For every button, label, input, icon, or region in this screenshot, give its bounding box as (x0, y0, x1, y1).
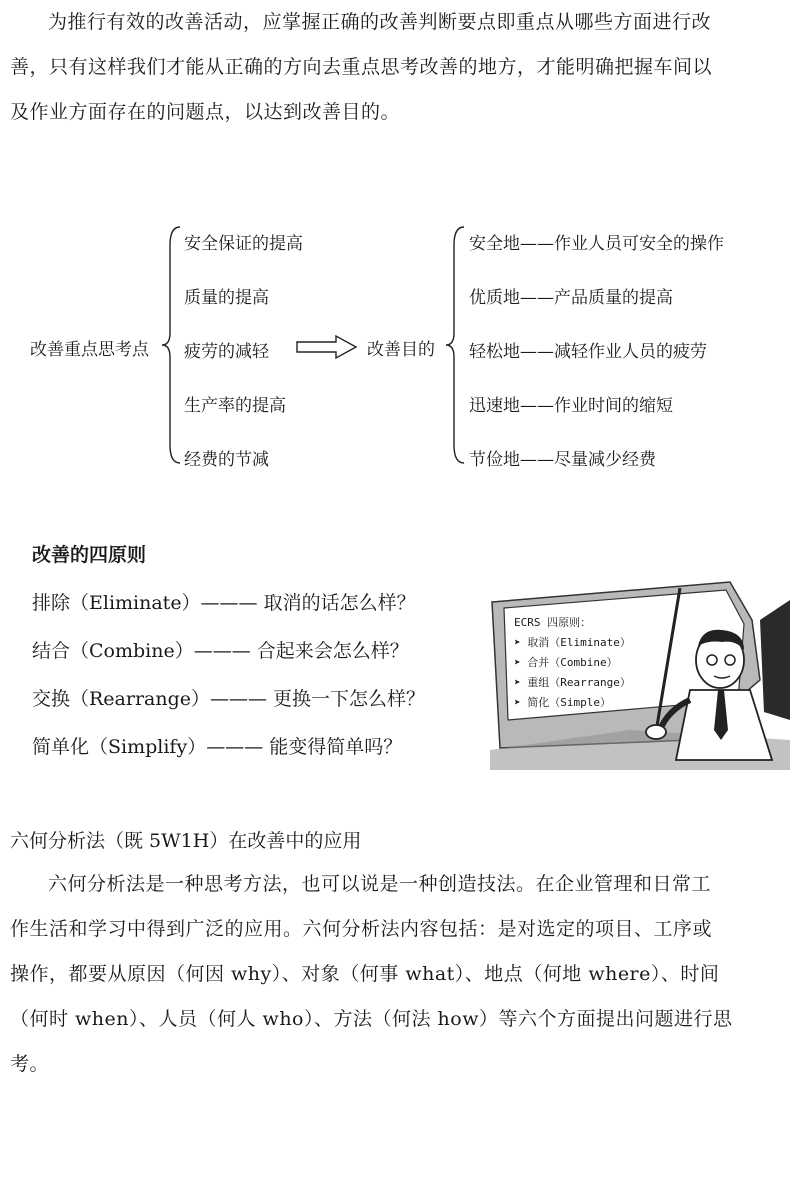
ecrs-item-label: 重组（Rearrange） (527, 676, 631, 689)
six-line: 考。 (10, 1053, 50, 1075)
chevron-right-icon: ➤ (514, 696, 528, 709)
focus-point: 质量的提高 (184, 288, 269, 308)
ecrs-title: ECRS 四原则： (514, 616, 592, 629)
principles-heading: 改善的四原则 (32, 544, 147, 566)
ecrs-item-label: 取消（Eliminate） (527, 636, 631, 649)
right-brace (444, 225, 466, 465)
left-brace (160, 225, 182, 465)
six-line: 作生活和学习中得到广泛的应用。六何分析法内容包括：是对选定的项目、工序或 (10, 918, 713, 940)
intro-line: 善，只有这样我们才能从正确的方向去重点思考改善的地方，才能明确把握车间以 (10, 56, 713, 78)
focus-point: 疲劳的减轻 (184, 342, 269, 362)
ecrs-item (514, 694, 611, 710)
ecrs-item (514, 634, 631, 650)
ecrs-item (514, 654, 618, 670)
intro-paragraph (10, 0, 790, 135)
goal-item: 轻松地——减轻作业人员的疲劳 (469, 342, 707, 362)
ecrs-item (514, 674, 631, 690)
principle-item: 简单化（Simplify）——— 能变得简单吗？ (32, 736, 403, 758)
ecrs-illustration (490, 580, 790, 770)
focus-point: 生产率的提高 (184, 396, 286, 416)
ecrs-item-label: 合并（Combine） (527, 656, 618, 669)
chevron-right-icon: ➤ (514, 636, 528, 649)
improvement-diagram (0, 215, 800, 485)
intro-line: 为推行有效的改善活动，应掌握正确的改善判断要点即重点从哪些方面进行改 (48, 11, 712, 33)
six-questions-title: 六何分析法（既 5W1H）在改善中的应用 (10, 830, 362, 852)
six-line: （何时 when）、人员（何人 who）、方法（何法 how）等六个方面提出问题进行思 (10, 1008, 733, 1030)
six-questions-paragraph (10, 862, 790, 1087)
principle-item: 排除（Eliminate）——— 取消的话怎么样？ (32, 592, 416, 614)
goal-item: 安全地——作业人员可安全的操作 (469, 234, 724, 254)
goal-item: 优质地——产品质量的提高 (469, 288, 673, 308)
six-line: 操作，都要从原因（何因 why）、对象（何事 what）、地点（何地 where）、时间 (10, 963, 720, 985)
intro-line: 及作业方面存在的问题点，以达到改善目的。 (10, 101, 401, 123)
principle-item: 结合（Combine）——— 合起来会怎么样？ (32, 640, 409, 662)
goal-item: 迅速地——作业时间的缩短 (469, 396, 673, 416)
arrow-icon (296, 334, 358, 360)
chevron-right-icon: ➤ (514, 656, 528, 669)
left-label: 改善重点思考点 (30, 340, 149, 360)
chevron-right-icon: ➤ (514, 676, 528, 689)
focus-point: 经费的节减 (184, 450, 269, 470)
principle-item: 交换（Rearrange）——— 更换一下怎么样？ (32, 688, 426, 710)
ecrs-item-label: 简化（Simple） (527, 696, 611, 709)
middle-label: 改善目的 (367, 340, 435, 360)
six-line: 六何分析法是一种思考方法，也可以说是一种创造技法。在企业管理和日常工 (48, 873, 712, 895)
goal-item: 节俭地——尽量减少经费 (469, 450, 656, 470)
focus-point: 安全保证的提高 (184, 234, 303, 254)
